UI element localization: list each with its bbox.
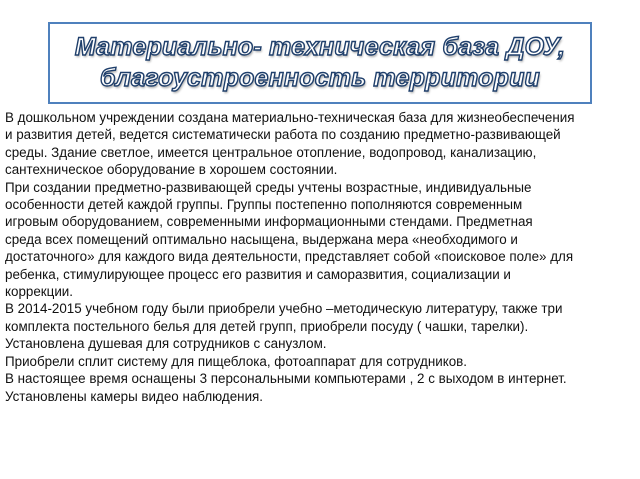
body-line: игровым оборудованием, современными информационными стендами. Предметная: [5, 214, 533, 230]
title-line-1: Материально- техническая база ДОУ,: [74, 33, 566, 61]
body-line: Установлены камеры видео наблюдения.: [5, 388, 264, 404]
body-line: При создании предметно-развивающей среды учтены возрастные, индивидуальные: [5, 179, 532, 195]
body-line: В настоящее время оснащены 3 персональными компьютерами , 2 с выходом в интернет.: [5, 371, 567, 387]
body-line: Установлена душевая для сотрудников с санузлом.: [5, 336, 327, 352]
body-line: достаточного» для каждого вида деятельности, представляет собой «поисковое поле» для: [5, 249, 574, 265]
body-line: В 2014-2015 учебном году были приобрели учебно –методическую литературу, также три: [5, 301, 563, 317]
body-line: среда всех помещений оптимально насыщена, выдержана мера «необходимого и: [5, 231, 518, 247]
body-line: среды. Здание светлое, имеется центральное отопление, водопровод, канализацию,: [5, 144, 537, 160]
body-line: и развития детей, ведется систематически работа по созданию предметно-развивающей: [5, 127, 561, 143]
body-line: Приобрели сплит систему для пищеблока, фотоаппарат для сотрудников.: [5, 353, 468, 369]
body-line: коррекции.: [5, 284, 74, 300]
body-line: комплекта постельного белья для детей групп, приобрели посуду ( чашки, тарелки).: [5, 318, 529, 334]
title-box: [48, 22, 592, 104]
body-line: В дошкольном учреждении создана материально-техническая база для жизнеобеспечения: [5, 110, 575, 125]
body-text: [5, 109, 635, 405]
body-line: особенности детей каждой группы. Группы постепенно пополняются современным: [5, 197, 523, 213]
title-line-2: благоустроенность территории: [99, 64, 541, 92]
body-line: сантехническое оборудование в хорошем состоянии.: [5, 162, 338, 178]
body-line: ребенка, стимулирующее процесс его развития и саморазвития, социализации и: [5, 266, 511, 282]
